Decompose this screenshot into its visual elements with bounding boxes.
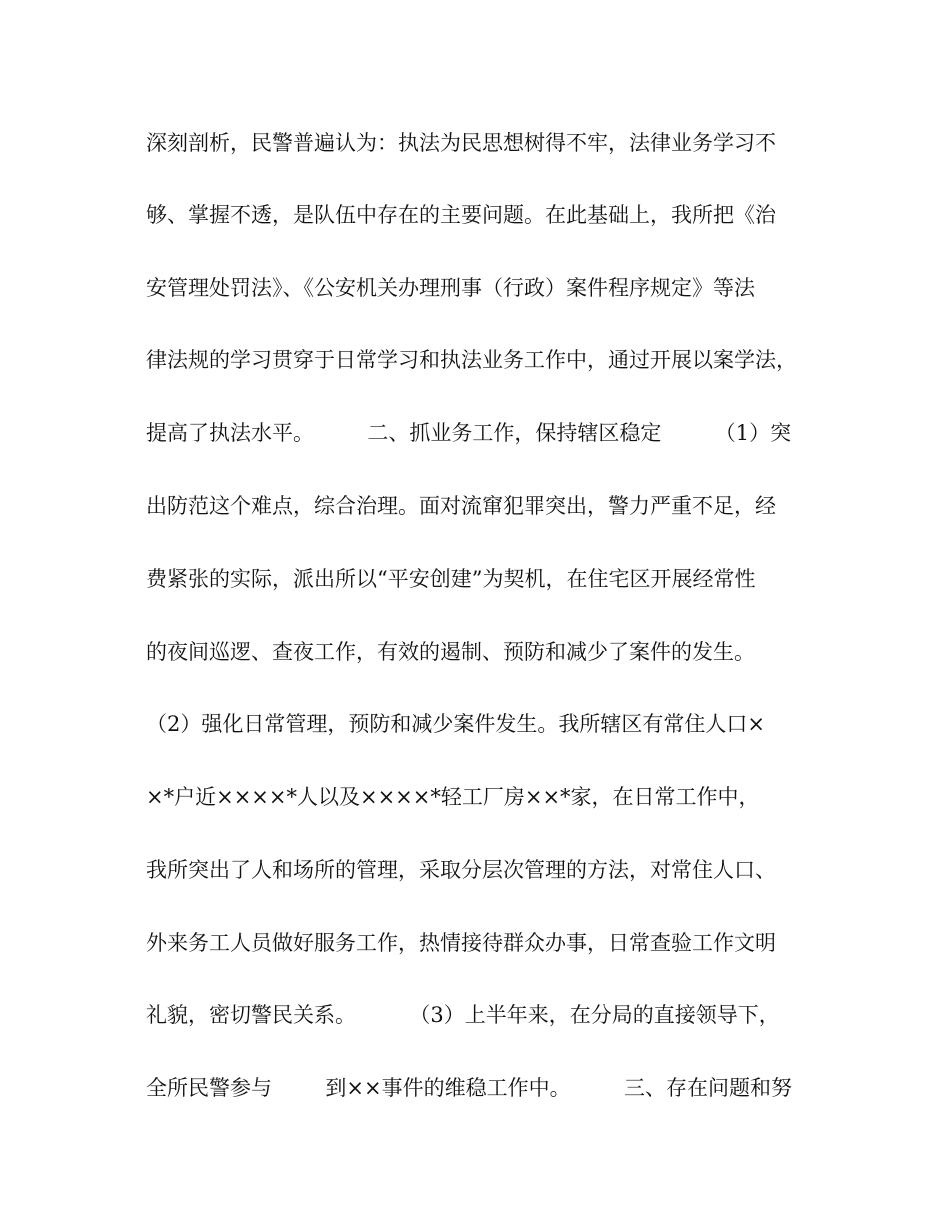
- text-line-12: 外来务工人员做好服务工作，热情接待群众办事，日常查验工作文明: [146, 931, 776, 955]
- text-line-4: 律法规的学习贯穿于日常学习和执法业务工作中，通过开展以案学法，: [146, 348, 797, 372]
- text-line-10: ×*户近××××*人以及××××*轻工厂房××*家，在日常工作中，: [146, 785, 760, 809]
- text-line-14: 全所民警参与 到××事件的维稳工作中。 三、存在问题和努: [146, 1076, 792, 1100]
- text-line-7: 费紧张的实际，派出所以“平安创建”为契机，在住宅区开展经常性: [146, 567, 756, 591]
- text-line-5: 提高了执法水平。 二、抓业务工作，保持辖区稳定 （1）突: [146, 421, 792, 445]
- text-line-3: 安管理处罚法》、《公安机关办理刑事（行政）案件程序规定》等法: [146, 276, 755, 300]
- text-line-13: 礼貌，密切警民关系。 （3）上半年来，在分局的直接领导下，: [146, 1003, 780, 1027]
- text-line-11: 我所突出了人和场所的管理，采取分层次管理的方法，对常住人口、: [146, 858, 776, 882]
- text-line-9: （2）强化日常管理，预防和减少案件发生。我所辖区有常住人口×: [146, 712, 765, 736]
- text-line-1: 深刻剖析，民警普遍认为：执法为民思想树得不牢，法律业务学习不: [146, 131, 776, 155]
- text-line-8: 的夜间巡逻、查夜工作，有效的遏制、预防和减少了案件的发生。: [146, 640, 755, 664]
- text-line-2: 够、掌握不透，是队伍中存在的主要问题。在此基础上，我所把《治: [146, 203, 776, 227]
- text-line-6: 出防范这个难点，综合治理。面对流窜犯罪突出，警力严重不足，经: [146, 494, 776, 518]
